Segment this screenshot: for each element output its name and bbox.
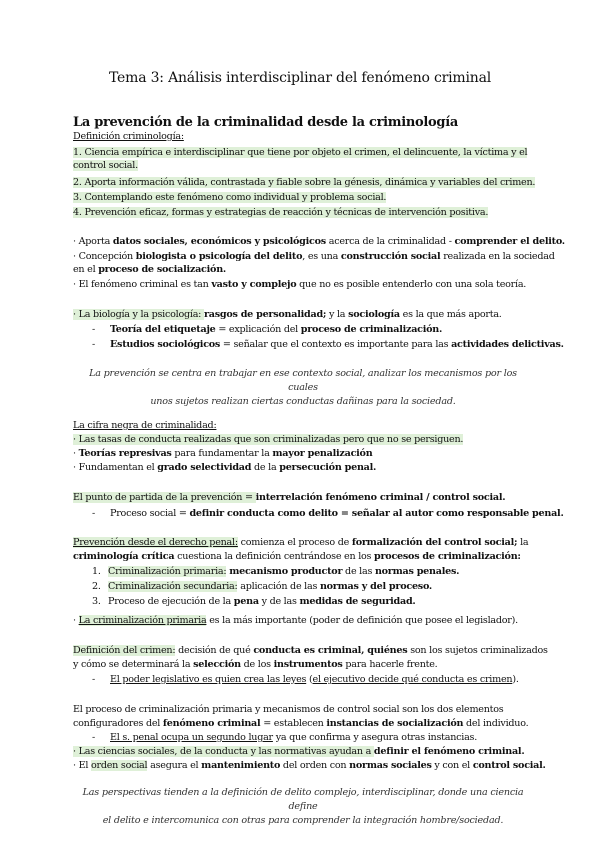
criminalizacion-item-2: 2. Criminalización secundaria: aplicación de las normas y del proceso.	[92, 581, 433, 592]
quote-prevencion: La prevención se centra en trabajar en ese contexto social, analizar los mecanismos por los cuales unos sujetos realizan ciertas conductas dañinas para la sociedad.	[89, 368, 517, 407]
concepcion-line-2: en el proceso de socialización.	[73, 264, 227, 275]
proceso-criminalizacion-line-2: configuradores del fenómeno criminal = establecen instancias de socialización del individuo.	[73, 718, 529, 729]
definition-line-3: 3. Contemplando este fenómeno como individual y problema social.	[73, 192, 387, 203]
definition-line-2: 2. Aporta información válida, contrastada y fiable sobre la génesis, dinámica y variables del crimen.	[73, 177, 536, 188]
cifra-negra-heading: La cifra negra de criminalidad:	[73, 420, 217, 431]
criminalizacion-primaria-line: · La criminalización primaria es la más importante (poder de definición que posee el legislador).	[73, 615, 518, 626]
orden-social-line: · El orden social asegura el mantenimiento del orden con normas sociales y con el control social.	[73, 760, 546, 771]
biologia-line: · La biología y la psicología: rasgos de personalidad; y la sociología es la que más aporta.	[73, 309, 502, 320]
concepcion-line: · Concepción biologista o psicología del delito, es una construcción social realizada en la sociedad	[73, 251, 555, 262]
fenomeno-line: · El fenómeno criminal es tan vasto y complejo que no es posible entenderlo con una sola teoría.	[73, 279, 527, 290]
prevencion-derecho-line-2: criminología crítica cuestiona la definición centrándose en los procesos de criminalización:	[73, 551, 521, 562]
cifra-line-3: · Fundamentan el grado selectividad de la persecución penal.	[73, 462, 377, 473]
definition-line-4: 4. Prevención eficaz, formas y estrategias de reacción y técnicas de intervención positiva.	[73, 207, 489, 218]
sistema-penal-item: - El s. penal ocupa un segundo lugar ya que confirma y asegura otras instancias.	[92, 732, 478, 743]
document-title: Tema 3: Análisis interdisciplinar del fenómeno criminal	[108, 70, 492, 86]
definition-heading: Definición criminología:	[73, 131, 184, 142]
criminalizacion-item-3: 3. Proceso de ejecución de la pena y de las medidas de seguridad.	[92, 596, 416, 607]
proceso-social-item: - Proceso social = definir conducta como delito = señalar al autor como responsable penal.	[92, 508, 564, 519]
definition-line-1: 1. Ciencia empírica e interdisciplinar que tiene por objeto el crimen, el delincuente, la víctima y el	[73, 147, 528, 158]
definicion-crimen-line-2: y cómo se determinará la selección de los instrumentos para hacerle frente.	[73, 659, 438, 670]
estudios-sociologicos-item: - Estudios sociológicos = señalar que el contexto es importante para las actividades delictivas.	[92, 339, 564, 350]
definicion-crimen-line: Definición del crimen: decisión de qué conducta es criminal, quiénes son los sujetos criminalizados	[73, 645, 548, 656]
poder-legislativo-item: - El poder legislativo es quien crea las leyes (el ejecutivo decide qué conducta es crimen).	[92, 674, 519, 685]
teoria-etiquetaje-item: - Teoría del etiquetaje = explicación del proceso de criminalización.	[92, 324, 443, 335]
ciencias-line: · Las ciencias sociales, de la conducta y las normativas ayudan a definir el fenómeno criminal.	[73, 746, 525, 757]
criminalizacion-item-1: 1. Criminalización primaria: mecanismo productor de las normas penales.	[92, 566, 460, 577]
definition-line-1b: control social.	[73, 160, 138, 171]
proceso-criminalizacion-line: El proceso de criminalización primaria y mecanismos de control social son los dos elementos	[73, 704, 504, 715]
aporta-line: · Aporta datos sociales, económicos y psicológicos acerca de la criminalidad - comprender el delito.	[73, 236, 565, 247]
prevencion-derecho-line: Prevención desde el derecho penal: comienza el proceso de formalización del control social; la	[73, 537, 529, 548]
section-title: La prevención de la criminalidad desde la criminología	[73, 115, 458, 130]
cifra-line-2: · Teorías represivas para fundamentar la mayor penalización	[73, 448, 373, 459]
quote-perspectivas: Las perspectivas tienden a la definición de delito complejo, interdisciplinar, donde una ciencia define el delito e intercomunica con otras para comprender la integración hombre/sociedad.	[82, 787, 524, 826]
cifra-line-1: · Las tasas de conducta realizadas que son criminalizadas pero que no se persiguen.	[73, 434, 464, 445]
punto-partida-line: El punto de partida de la prevención = interrelación fenómeno criminal / control social.	[73, 492, 506, 503]
